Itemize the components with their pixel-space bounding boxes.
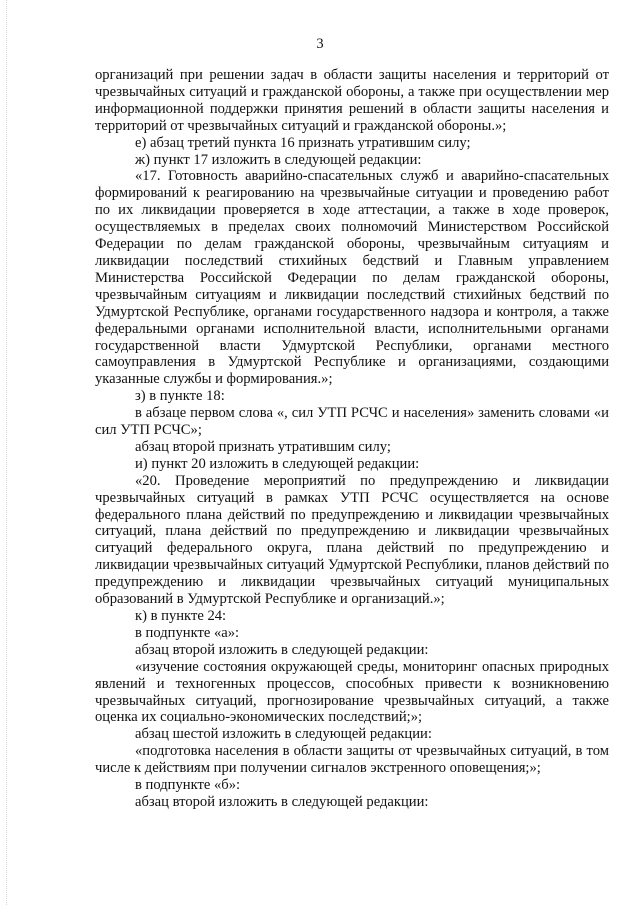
paragraph: ж) пункт 17 изложить в следующей редакции:: [135, 151, 422, 168]
paragraph: к) в пункте 24:: [135, 608, 227, 624]
paragraph: в подпункте «а»:: [135, 624, 240, 641]
paragraph: и) пункт 20 изложить в следующей редакции:: [135, 455, 420, 472]
paragraph: «подготовка населения в области защиты от чрезвычайных ситуаций, в том числе к действиям при получении сигналов экстренного оповещения;»;: [95, 743, 609, 777]
paragraph: в абзаце первом слова «, сил УТП РСЧС и населения» заменить словами «и сил УТП РСЧС»;: [95, 405, 609, 439]
paragraph: организаций при решении задач в области защиты населения и территорий от чрезвычайных ситуаций и гражданской обороны, а также при осуществлении мер информационной поддержки принятия решений в области защиты населения и территорий от чрезвычайных ситуаций и гражданской обороны.»;: [95, 67, 609, 134]
paragraph: абзац шестой изложить в следующей редакции:: [135, 726, 432, 743]
paragraph: «20. Проведение мероприятий по предупреждению и ликвидации чрезвычайных ситуаций в рамках УТП РСЧС осуществляется на основе федерального плана действий по предупреждению и ликвидации чрезвычайных ситуаций, плана действий по предупреждению и ликвидации чрезвычайных ситуаций федерального округа, плана действий по предупреждению и ликвидации чрезвычайных ситуаций Удмуртской Республики, планов действий по предупреждению и ликвидации чрезвычайных ситуаций муниципальных образований в Удмуртской Республике и организаций.»;: [95, 472, 609, 608]
paragraph: з) в пункте 18:: [135, 388, 225, 405]
paragraph: абзац второй признать утратившим силу;: [135, 438, 391, 455]
page-number: 3: [316, 36, 324, 52]
paragraph: абзац второй изложить в следующей редакции:: [135, 641, 429, 658]
paragraph: в подпункте «б»:: [135, 777, 241, 794]
paragraph: абзац второй изложить в следующей редакции:: [135, 793, 429, 810]
paragraph: «изучение состояния окружающей среды, мониторинг опасных природных явлений и техногенных процессов, способных привести к возникновению чрезвычайных ситуаций, прогнозирование чрезвычайных ситуаций, а также оценка их социально-экономических последствий;»;: [95, 658, 609, 726]
scan-edge-mark: [6, 0, 8, 905]
paragraph: «17. Готовность аварийно-спасательных служб и аварийно-спасательных формирований к реагированию на чрезвычайные ситуации и проведению работ по их ликвидации проверяется в ходе аттестации, а также в ходе проверок, осуществляемых в пределах своих полномочий Министерством Российской Федерации по делам гражданской обороны, чрезвычайным ситуациям и ликвидации последствий стихийных бедствий и Главным управлением Министерства Российской Федерации по делам гражданской обороны, чрезвычайным ситуациям и ликвидации последствий стихийных бедствий по Удмуртской Республике, органами государственного надзора и контроля, а также федеральными органами исполнительной власти, исполнительными органами государственной власти Удмуртской Республики, органами местного самоуправления в Удмуртской Республике и организациями, создающими указанные службы и формирования.»;: [95, 168, 609, 388]
paragraph: е) абзац третий пункта 16 признать утратившим силу;: [135, 134, 471, 151]
document-body: [95, 67, 609, 811]
